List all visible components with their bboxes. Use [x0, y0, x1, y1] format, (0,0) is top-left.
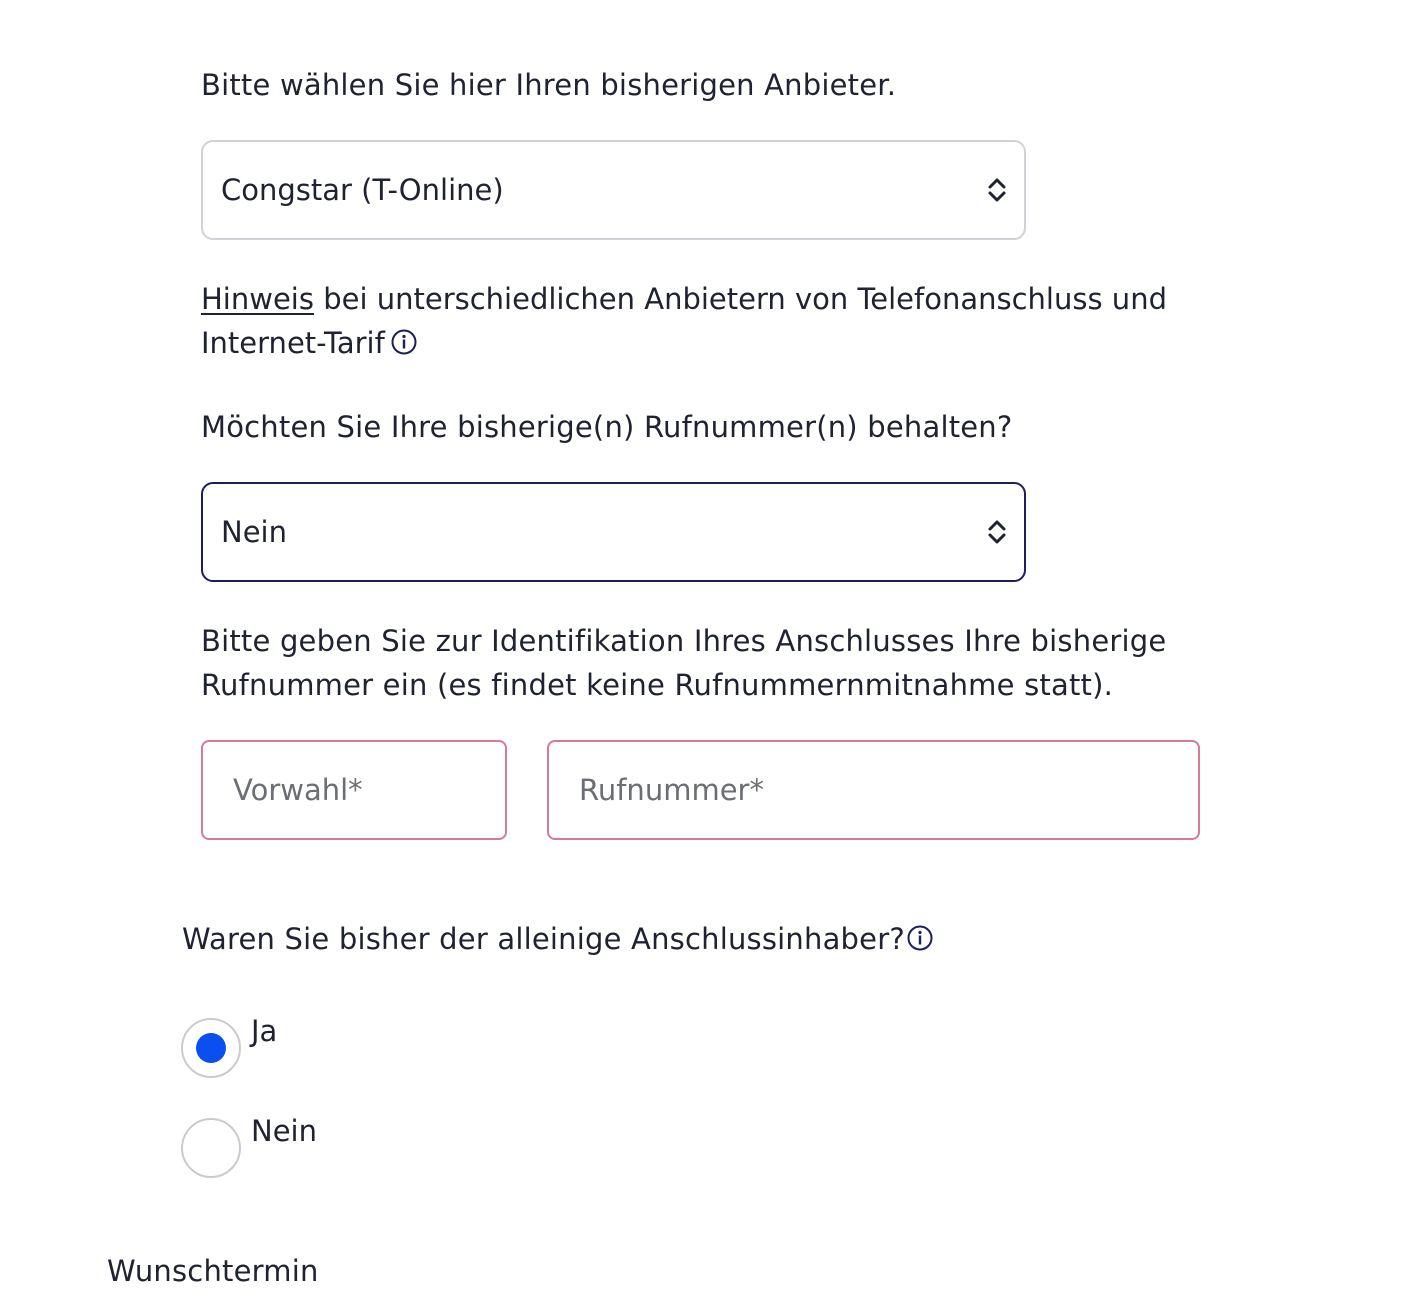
hint-text-line2	[201, 326, 417, 360]
keep-number-question: Möchten Sie Ihre bisherige(n) Rufnummer(n) behalten?	[201, 410, 1013, 444]
area-code-input[interactable]	[201, 740, 507, 840]
hint-tariff-text: Internet-Tarif	[201, 326, 385, 360]
keep-number-select[interactable]	[201, 482, 1026, 582]
identification-text-line1: Bitte geben Sie zur Identifikation Ihres Anschlusses Ihre bisherige	[201, 624, 1167, 658]
identification-text-line2: Rufnummer ein (es findet keine Rufnummernmitnahme statt).	[201, 668, 1114, 702]
provider-select-value: Congstar (T-Online)	[221, 173, 504, 207]
sole-holder-question-row	[182, 922, 933, 956]
info-icon[interactable]	[907, 925, 933, 951]
radio-selected-dot	[196, 1033, 226, 1063]
info-icon[interactable]	[391, 329, 417, 355]
hint-link[interactable]: Hinweis	[201, 282, 314, 316]
radio-nein-label[interactable]: Nein	[251, 1114, 317, 1148]
phone-number-input[interactable]	[547, 740, 1200, 840]
hint-text: bei unterschiedlichen Anbietern von Telefonanschluss und	[313, 282, 1167, 316]
keep-number-select-value: Nein	[221, 515, 287, 549]
chevron-updown-icon	[986, 175, 1008, 205]
radio-ja[interactable]	[181, 1018, 241, 1078]
hint-text-line1	[201, 282, 1167, 316]
desired-date-heading: Wunschtermin	[107, 1254, 319, 1288]
provider-label: Bitte wählen Sie hier Ihren bisherigen Anbieter.	[201, 68, 897, 102]
radio-ja-label[interactable]: Ja	[251, 1014, 278, 1048]
provider-select[interactable]	[201, 140, 1026, 240]
radio-nein[interactable]	[181, 1118, 241, 1178]
chevron-updown-icon	[986, 517, 1008, 547]
sole-holder-question: Waren Sie bisher der alleinige Anschlussinhaber?	[182, 922, 905, 956]
